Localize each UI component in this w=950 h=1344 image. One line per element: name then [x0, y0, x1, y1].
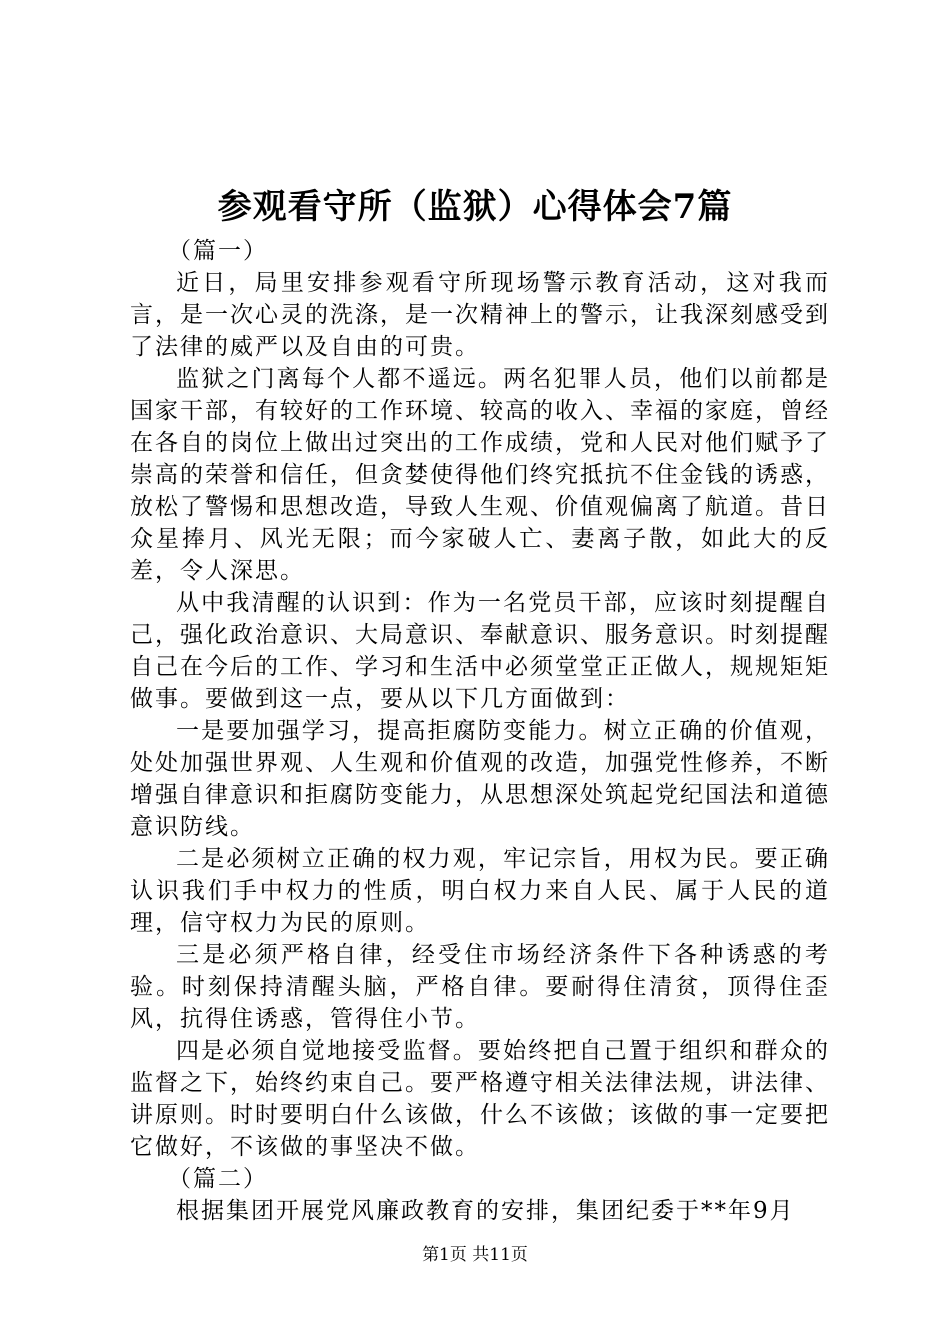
- paragraph-5: 二是必须树立正确的权力观，牢记宗旨，用权为民。要正确认识我们手中权力的性质，明白权力来自人民、属于人民的道理，信守权力为民的原则。: [130, 846, 830, 936]
- paragraph-8: 根据集团开展党风廉政教育的安排，集团纪委于**年9月: [176, 1198, 795, 1224]
- page-footer: 第1页 共11页: [422, 1245, 528, 1265]
- document-body: [130, 235, 830, 1227]
- section-label-1: （篇一）: [168, 238, 268, 264]
- paragraph-7: 四是必须自觉地接受监督。要始终把自己置于组织和群众的监督之下，始终约束自己。要严格遵守相关法律法规，讲法律、讲原则。时时要明白什么该做，什么不该做；该做的事一定要把它做好，不该做的事坚决不做。: [130, 1038, 830, 1160]
- page-title: 参观看守所（监狱）心得体会7篇: [217, 187, 733, 227]
- section-label-2: （篇二）: [168, 1166, 268, 1192]
- paragraph-3: 从中我清醒的认识到：作为一名党员干部，应该时刻提醒自己，强化政治意识、大局意识、奉献意识、服务意识。时刻提醒自己在今后的工作、学习和生活中必须堂堂正正做人，规规矩矩做事。要做到这一点，要从以下几方面做到：: [130, 590, 830, 712]
- paragraph-1: 近日，局里安排参观看守所现场警示教育活动，这对我而言，是一次心灵的洗涤，是一次精神上的警示，让我深刻感受到了法律的威严以及自由的可贵。: [130, 270, 830, 360]
- paragraph-4: 一是要加强学习，提高拒腐防变能力。树立正确的价值观，处处加强世界观、人生观和价值观的改造，加强党性修养，不断增强自律意识和拒腐防变能力，从思想深处筑起党纪国法和道德意识防线。: [130, 718, 830, 840]
- paragraph-2: 监狱之门离每个人都不遥远。两名犯罪人员，他们以前都是国家干部，有较好的工作环境、较高的收入、幸福的家庭，曾经在各自的岗位上做出过突出的工作成绩，党和人民对他们赋予了崇高的荣誉和信任，但贪婪使得他们终究抵抗不住金钱的诱惑，放松了警惕和思想改造，导致人生观、价值观偏离了航道。昔日众星捧月、风光无限；而今家破人亡、妻离子散，如此大的反差，令人深思。: [130, 366, 830, 584]
- paragraph-6: 三是必须严格自律，经受住市场经济条件下各种诱惑的考验。时刻保持清醒头脑，严格自律。要耐得住清贫，顶得住歪风，抗得住诱惑，管得住小节。: [130, 942, 830, 1032]
